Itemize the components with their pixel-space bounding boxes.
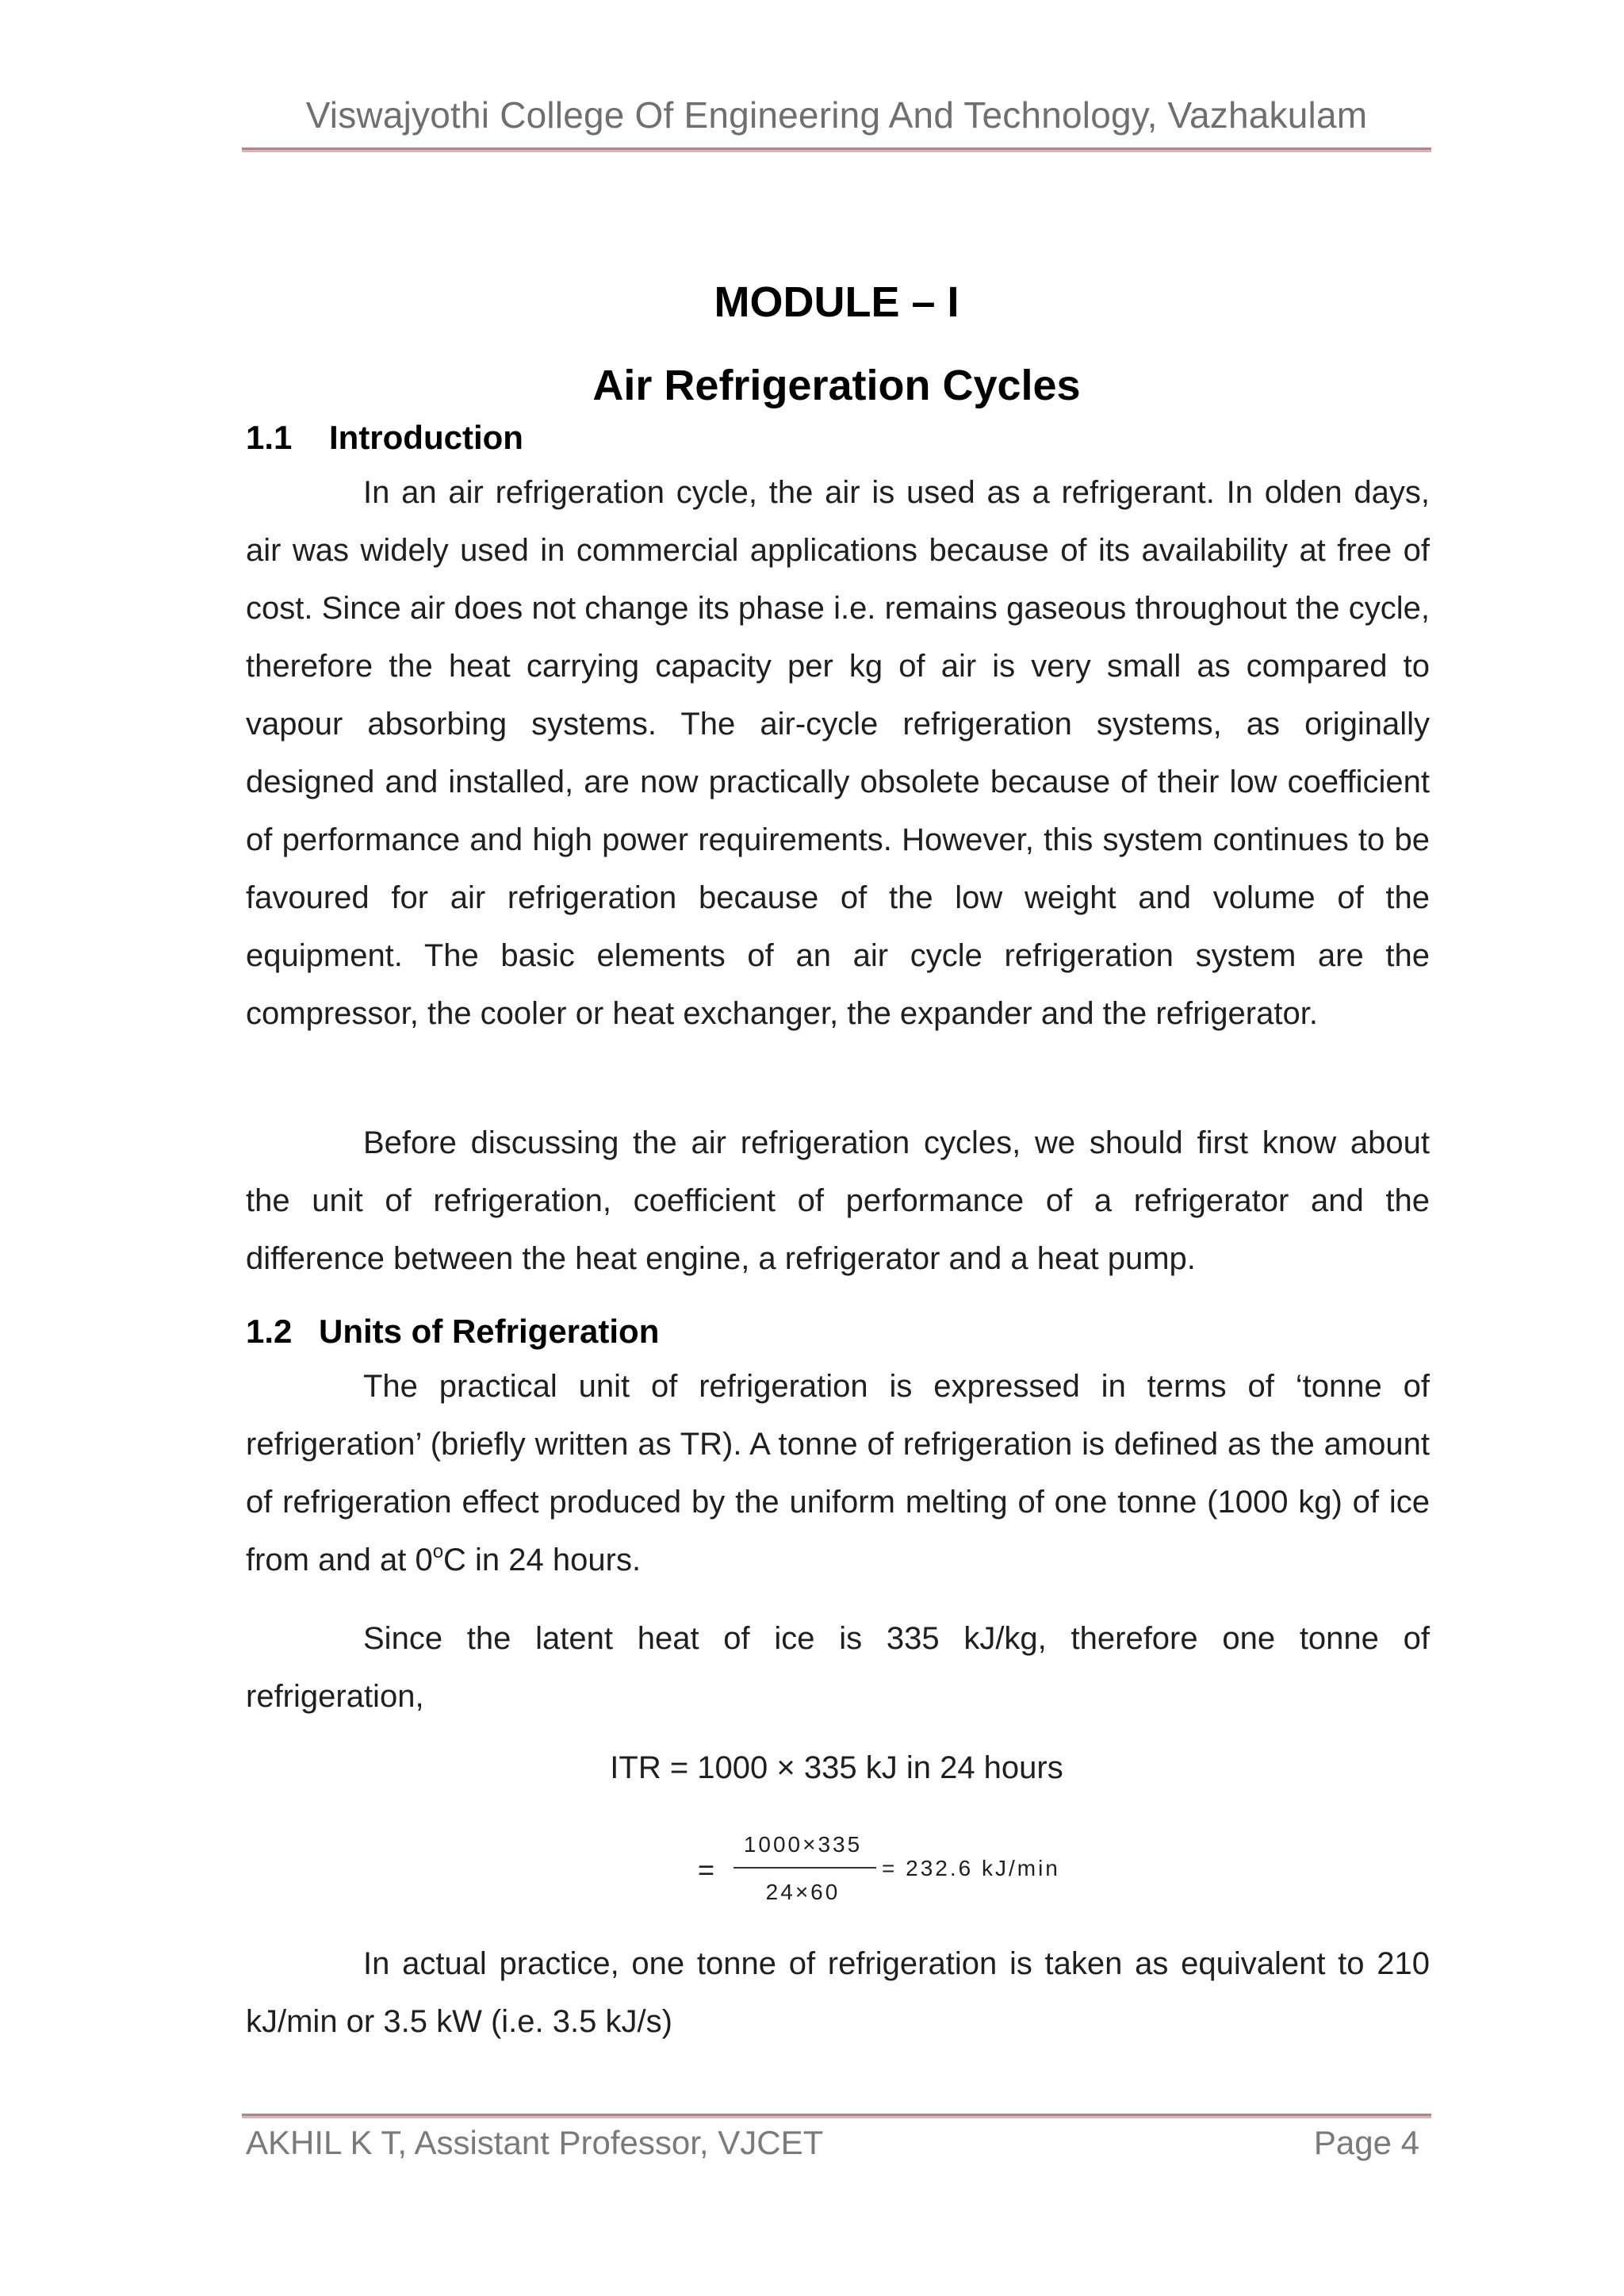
- paragraph-units-3: In actual practice, one tonne of refrigeration is taken as equivalent to 210 kJ/min or 3.5 kW (i.e. 3.5 kJ/s): [246, 1946, 1430, 2039]
- degree-superscript: o: [432, 1541, 444, 1562]
- paragraph-intro-1: In an air refrigeration cycle, the air is used as a refrigerant. In olden days, air was widely used in commercial applications because of its availability at free of cost. Since air does not change its phase i.e. remains gaseous throughout the cycle, therefore the heat carrying capacity per kg of air is very small as compared to vapour absorbing systems. The air-cycle refrigeration systems, as originally designed and installed, are now practically obsolete because of their low coefficient of performance and high power requirements. However, this system continues to be favoured for air refrigeration because of the low weight and volume of the equipment. The basic elements of an air cycle refrigeration system are the compressor, the cooler or heat exchanger, the expander and the refrigerator.: [246, 475, 1430, 1031]
- section-number: 1.1: [246, 419, 293, 456]
- fraction-bar: [733, 1867, 876, 1869]
- footer-page-number: Page 4: [1313, 2124, 1419, 2161]
- header-rule: [242, 148, 1431, 152]
- module-title: MODULE – I: [714, 278, 959, 326]
- section-heading-units: [246, 1313, 659, 1351]
- paragraph-units-1: [246, 1358, 1430, 1589]
- section-title: Units of Refrigeration: [319, 1313, 660, 1350]
- equals-sign: =: [698, 1853, 715, 1886]
- section-number: 1.2: [246, 1313, 293, 1350]
- equation-itr: ITR = 1000 × 335 kJ in 24 hours: [610, 1750, 1063, 1785]
- fraction-denominator: 24×60: [765, 1880, 841, 1904]
- page-header: Viswajyothi College Of Engineering And Technology, Vazhakulam: [305, 94, 1368, 136]
- section-heading-introduction: [246, 419, 523, 457]
- fraction-result: = 232.6 kJ/min: [882, 1856, 1060, 1880]
- paragraph-intro-2: Before discussing the air refrigeration cycles, we should first know about the unit of refrigeration, coefficient of performance of a refrigerator and the difference between the heat engine, a refrigerator and a heat pump.: [246, 1125, 1430, 1276]
- chapter-title: Air Refrigeration Cycles: [592, 362, 1081, 409]
- text-run: The practical unit of refrigeration is expressed in terms of ‘tonne of refrigeration’ (briefly written as TR). A tonne of refrigeration is defined as the amount of refrigeration effect produced by the uniform melting of one tonne (1000 kg) of ice from and at 0: [246, 1369, 1430, 1577]
- section-title: Introduction: [329, 419, 523, 456]
- footer-rule: [242, 2114, 1431, 2118]
- paragraph-units-2: Since the latent heat of ice is 335 kJ/kg, therefore one tonne of refrigeration,: [246, 1621, 1430, 1714]
- footer-author: AKHIL K T, Assistant Professor, VJCET: [246, 2124, 824, 2161]
- text-run: C in 24 hours.: [443, 1543, 642, 1577]
- fraction-numerator: 1000×335: [743, 1832, 863, 1857]
